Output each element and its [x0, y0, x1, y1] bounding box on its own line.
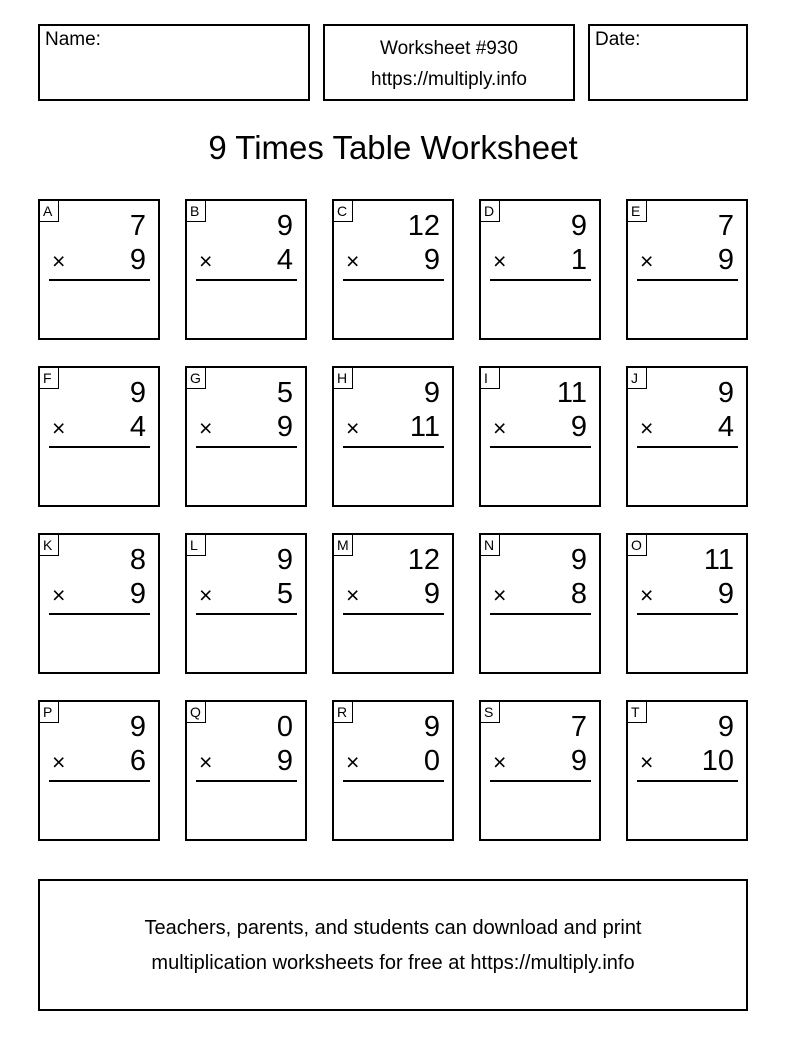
times-sign: ×	[493, 415, 507, 441]
multiplier: 11	[409, 411, 440, 443]
problem-card-l[interactable]	[185, 533, 307, 674]
problem-letter: G	[186, 367, 206, 389]
problem-letter: L	[186, 534, 206, 556]
problem-letter: C	[333, 200, 353, 222]
multiplier: 10	[701, 745, 734, 777]
problem-card-n[interactable]	[479, 533, 601, 674]
times-sign: ×	[199, 582, 213, 608]
problem-letter: K	[39, 534, 59, 556]
answer-line	[490, 279, 591, 281]
times-sign: ×	[346, 749, 360, 775]
multiplier: 9	[570, 411, 587, 443]
times-sign: ×	[346, 248, 360, 274]
multiplicand: 5	[276, 377, 293, 409]
answer-line	[49, 446, 150, 448]
times-sign: ×	[346, 415, 360, 441]
multiplier: 9	[717, 244, 734, 276]
answer-line	[637, 279, 738, 281]
multiplicand: 9	[717, 711, 734, 743]
multiplicand: 0	[276, 711, 293, 743]
times-sign: ×	[199, 415, 213, 441]
multiplier: 4	[276, 244, 293, 276]
times-sign: ×	[199, 248, 213, 274]
website-url: https://multiply.info	[371, 69, 527, 90]
answer-line	[343, 279, 444, 281]
multiplier: 9	[717, 578, 734, 610]
answer-line	[637, 446, 738, 448]
problem-card-e[interactable]	[626, 199, 748, 340]
problem-letter: O	[627, 534, 647, 556]
problem-letter: J	[627, 367, 647, 389]
multiplicand: 9	[570, 544, 587, 576]
problem-card-f[interactable]	[38, 366, 160, 507]
multiplier: 1	[570, 244, 587, 276]
multiplier: 4	[129, 411, 146, 443]
multiplicand: 7	[717, 210, 734, 242]
multiplier: 9	[276, 411, 293, 443]
problem-letter: A	[39, 200, 59, 222]
problem-card-a[interactable]	[38, 199, 160, 340]
times-sign: ×	[346, 582, 360, 608]
problem-letter: T	[627, 701, 647, 723]
answer-line	[196, 279, 297, 281]
problem-letter: H	[333, 367, 353, 389]
problem-card-b[interactable]	[185, 199, 307, 340]
answer-line	[49, 780, 150, 782]
problem-card-c[interactable]	[332, 199, 454, 340]
problem-letter: F	[39, 367, 59, 389]
problem-card-r[interactable]	[332, 700, 454, 841]
multiplicand: 9	[276, 210, 293, 242]
times-sign: ×	[493, 248, 507, 274]
problem-card-t[interactable]	[626, 700, 748, 841]
footer-line-1: Teachers, parents, and students can download and print	[144, 917, 642, 939]
problem-card-o[interactable]	[626, 533, 748, 674]
problem-letter: N	[480, 534, 500, 556]
times-sign: ×	[640, 749, 654, 775]
multiplicand: 11	[556, 377, 587, 409]
times-sign: ×	[493, 749, 507, 775]
multiplicand: 7	[570, 711, 587, 743]
problem-card-p[interactable]	[38, 700, 160, 841]
problem-letter: E	[627, 200, 647, 222]
problem-card-q[interactable]	[185, 700, 307, 841]
footer-line-2: multiplication worksheets for free at https://multiply.info	[151, 952, 635, 974]
multiplier: 0	[423, 745, 440, 777]
problem-letter: I	[480, 367, 500, 389]
answer-line	[343, 613, 444, 615]
problem-card-i[interactable]	[479, 366, 601, 507]
answer-line	[49, 613, 150, 615]
times-sign: ×	[52, 582, 66, 608]
problem-card-m[interactable]	[332, 533, 454, 674]
problem-letter: Q	[186, 701, 206, 723]
times-sign: ×	[52, 415, 66, 441]
multiplier: 6	[129, 745, 146, 777]
answer-line	[490, 613, 591, 615]
multiplicand: 9	[423, 377, 440, 409]
times-sign: ×	[493, 582, 507, 608]
problem-letter: R	[333, 701, 353, 723]
name-label: Name:	[45, 29, 101, 50]
footer-box	[38, 879, 748, 1011]
answer-line	[196, 613, 297, 615]
answer-line	[490, 780, 591, 782]
problem-card-h[interactable]	[332, 366, 454, 507]
problem-card-d[interactable]	[479, 199, 601, 340]
multiplier: 9	[276, 745, 293, 777]
multiplier: 9	[423, 244, 440, 276]
multiplicand: 12	[407, 544, 440, 576]
multiplicand: 9	[717, 377, 734, 409]
times-sign: ×	[640, 248, 654, 274]
multiplicand: 11	[703, 544, 734, 576]
answer-line	[637, 613, 738, 615]
problem-card-s[interactable]	[479, 700, 601, 841]
answer-line	[343, 446, 444, 448]
multiplicand: 9	[129, 377, 146, 409]
date-label: Date:	[595, 29, 641, 50]
multiplier: 8	[570, 578, 587, 610]
multiplicand: 8	[129, 544, 146, 576]
answer-line	[637, 780, 738, 782]
problem-card-j[interactable]	[626, 366, 748, 507]
times-sign: ×	[640, 415, 654, 441]
multiplier: 9	[129, 578, 146, 610]
multiplier: 9	[423, 578, 440, 610]
problem-letter: P	[39, 701, 59, 723]
answer-line	[490, 446, 591, 448]
problem-card-k[interactable]	[38, 533, 160, 674]
multiplicand: 9	[129, 711, 146, 743]
problem-letter: B	[186, 200, 206, 222]
times-sign: ×	[52, 248, 66, 274]
multiplicand: 7	[129, 210, 146, 242]
multiplicand: 9	[423, 711, 440, 743]
times-sign: ×	[52, 749, 66, 775]
answer-line	[196, 446, 297, 448]
answer-line	[49, 279, 150, 281]
problem-letter: D	[480, 200, 500, 222]
problem-letter: M	[333, 534, 353, 556]
problem-card-g[interactable]	[185, 366, 307, 507]
answer-line	[196, 780, 297, 782]
multiplicand: 12	[407, 210, 440, 242]
answer-line	[343, 780, 444, 782]
worksheet-number: Worksheet #930	[379, 38, 518, 59]
multiplicand: 9	[276, 544, 293, 576]
page-title: 9 Times Table Worksheet	[208, 129, 578, 166]
problem-letter: S	[480, 701, 500, 723]
multiplier: 4	[717, 411, 734, 443]
multiplier: 9	[570, 745, 587, 777]
times-sign: ×	[640, 582, 654, 608]
times-sign: ×	[199, 749, 213, 775]
multiplier: 5	[276, 578, 293, 610]
multiplier: 9	[129, 244, 146, 276]
multiplicand: 9	[570, 210, 587, 242]
